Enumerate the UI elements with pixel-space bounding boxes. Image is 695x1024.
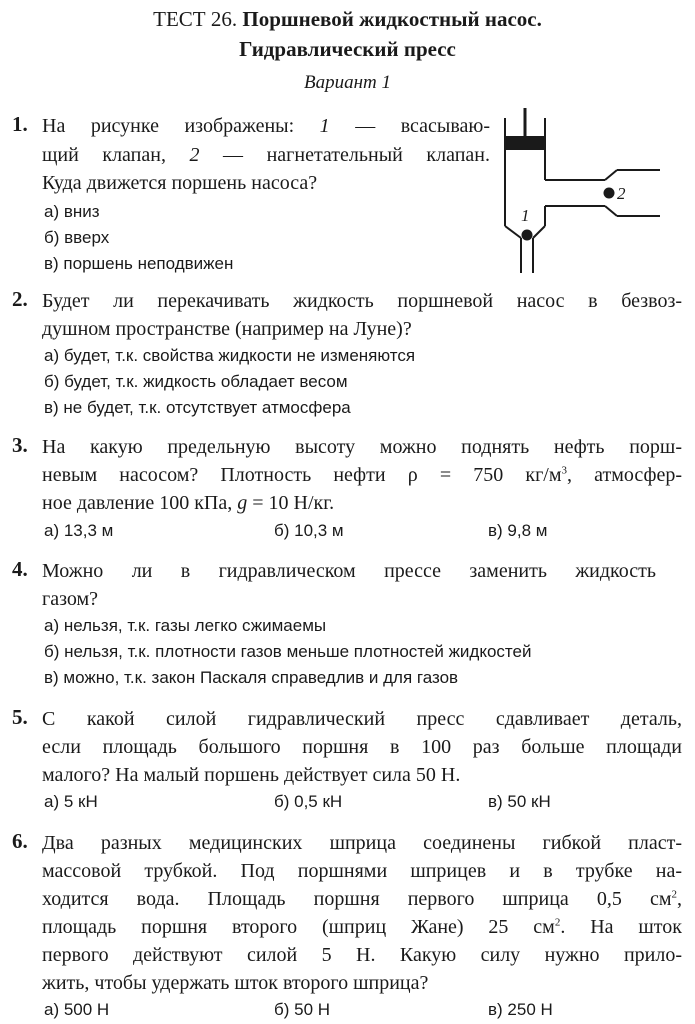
question-number: 6. — [12, 829, 28, 853]
question-text-line: Будет ли перекачивать жидкость поршневой насос в безвоз- — [42, 290, 682, 312]
question-text-line: Куда движется поршень насоса? — [42, 172, 318, 194]
answer-option-c[interactable]: в) можно, т.к. закон Паскаля справедлив и для газов — [44, 668, 459, 687]
figure-label-2: 2 — [617, 184, 626, 203]
question-text-line: первого действуют силой 5 Н. Какую силу нужно прило- — [42, 944, 682, 966]
answer-option-c[interactable]: в) 9,8 м — [488, 521, 548, 540]
question-text-line: душном пространстве (например на Луне)? — [42, 318, 412, 340]
question-text-line: площадь поршня второго (шприц Жане) 25 $см^2$. На шток — [42, 916, 682, 938]
figure-label-1: 1 — [521, 206, 530, 225]
answer-option-b[interactable]: б) вверх — [44, 228, 110, 247]
question-text-line: невым насосом? Плотность нефти ρ = 750 $кг/м^3$, атмосфер- — [42, 464, 683, 486]
answer-option-a[interactable]: а) 13,3 м — [44, 521, 114, 540]
question-text-line: ное давление 100 кПа, g = 10 Н/кг. — [42, 492, 335, 514]
question-number: 4. — [12, 557, 28, 581]
question-text-line: газом? — [42, 588, 99, 610]
piston-pump-figure — [495, 108, 670, 278]
question-text-line: щий клапан, 2 — нагнетательный клапан. — [42, 144, 490, 166]
discharge-valve-ball — [604, 188, 615, 199]
answer-option-b[interactable]: б) нельзя, т.к. плотности газов меньше плотностей жидкостей — [44, 642, 532, 661]
question-text-line: Можно ли в гидравлическом прессе заменить жидкость — [42, 560, 656, 582]
piston — [506, 136, 544, 150]
answer-option-a[interactable]: а) будет, т.к. свойства жидкости не изменяются — [44, 346, 416, 365]
answer-option-a[interactable]: а) 500 Н — [44, 1000, 110, 1019]
question-number: 2. — [12, 287, 28, 311]
question-text-line: ходится вода. Площадь поршня первого шприца 0,5 $см^2$, — [42, 888, 682, 910]
question-text-line: малого? На малый поршень действует сила 50 Н. — [42, 764, 461, 786]
question-text-line: На какую предельную высоту можно поднять нефть порш- — [42, 436, 682, 458]
suction-valve-ball — [522, 230, 533, 241]
answer-option-b[interactable]: б) 10,3 м — [274, 521, 344, 540]
answer-option-c[interactable]: в) не будет, т.к. отсутствует атмосфера — [44, 398, 351, 417]
question-text-line: жить, чтобы удержать шток второго шприца? — [42, 972, 429, 994]
test-topic-line1: Поршневой жидкостный насос. — [242, 7, 542, 31]
question-text-line: Два разных медицинских шприца соединены гибкой пласт- — [42, 832, 682, 854]
answer-option-b[interactable]: б) будет, т.к. жидкость обладает весом — [44, 372, 348, 391]
question-text-line: С какой силой гидравлический пресс сдавливает деталь, — [42, 708, 682, 730]
question-number: 3. — [12, 433, 28, 457]
answer-option-c[interactable]: в) поршень неподвижен — [44, 254, 234, 273]
question-number: 1. — [12, 112, 28, 136]
answer-option-a[interactable]: а) 5 кН — [44, 792, 98, 811]
question-text-line: На рисунке изображены: 1 — всасываю- — [42, 115, 491, 137]
variant-label: Вариант 1 — [303, 72, 391, 93]
question-text-line: если площадь большого поршня в 100 раз больше площади — [42, 736, 682, 758]
test-topic-line2: Гидравлический пресс — [239, 37, 456, 61]
answer-option-b[interactable]: б) 0,5 кН — [274, 792, 343, 811]
answer-option-a[interactable]: а) вниз — [44, 202, 100, 221]
answer-option-b[interactable]: б) 50 Н — [274, 1000, 331, 1019]
question-number: 5. — [12, 705, 28, 729]
test-number: ТЕСТ 26. — [153, 7, 238, 31]
answer-option-c[interactable]: в) 50 кН — [488, 792, 551, 811]
question-text-line: массовой трубкой. Под поршнями шприцев и в трубке на- — [42, 860, 682, 882]
test-title — [0, 6, 695, 32]
answer-option-a[interactable]: а) нельзя, т.к. газы легко сжимаемы — [44, 616, 327, 635]
answer-option-c[interactable]: в) 250 Н — [488, 1000, 553, 1019]
